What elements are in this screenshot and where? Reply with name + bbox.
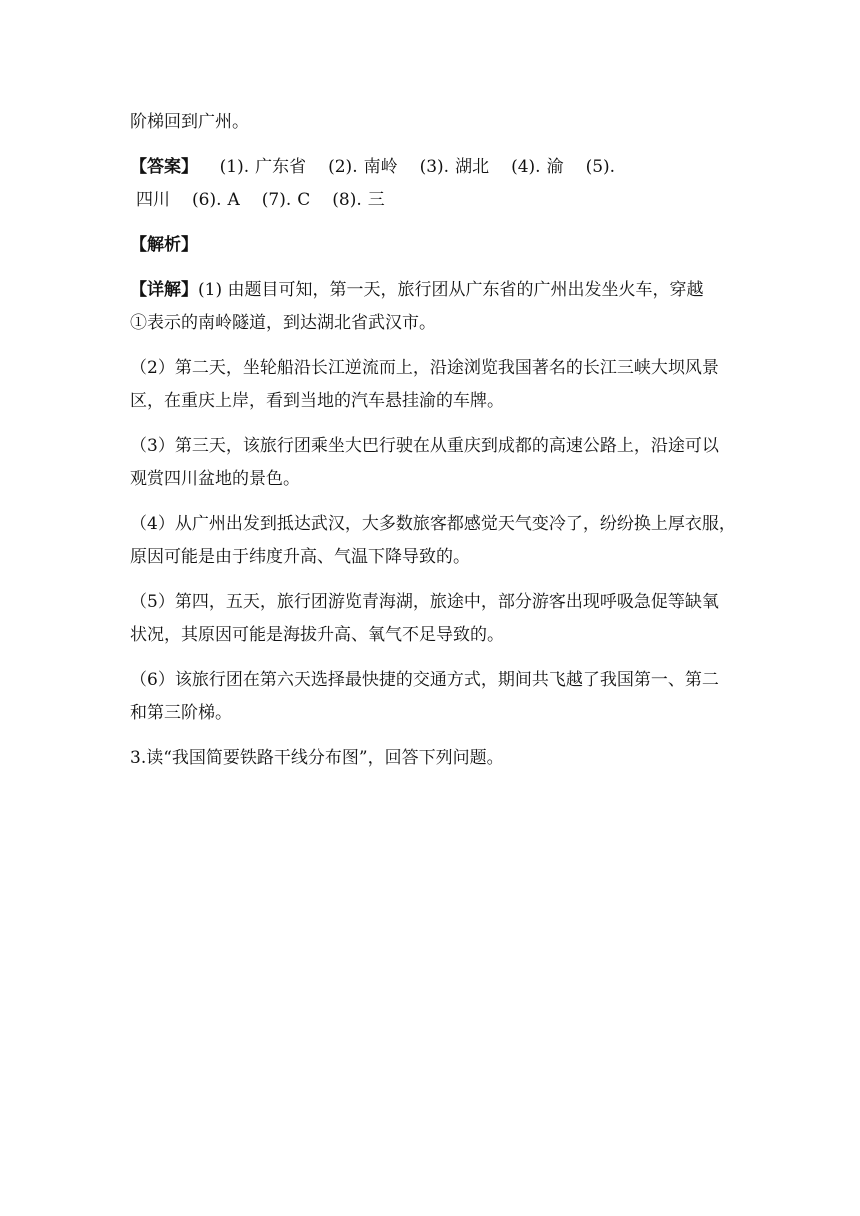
- detail-p2-line-a: （2）第二天，坐轮船沿长江逆流而上，沿途浏览我国著名的长江三峡大坝风景: [130, 358, 719, 378]
- detail-label: 【详解】: [130, 280, 198, 300]
- answer-number: (8).: [332, 190, 362, 210]
- answer-item: [328, 151, 397, 184]
- answer-block: [130, 151, 742, 217]
- analysis-label: 【解析】: [130, 235, 198, 255]
- answer-value: 湖北: [455, 157, 490, 177]
- answer-value: C: [297, 190, 311, 210]
- answer-number: (3).: [419, 157, 450, 177]
- answer-value: A: [227, 190, 240, 210]
- detail-p5-line-a: （5）第四，五天，旅行团游览青海湖，旅途中，部分游客出现呼吸急促等缺氧: [130, 592, 719, 612]
- continued-text: 阶梯回到广州。: [130, 112, 249, 132]
- detail-p3-line-b: 观赏四川盆地的景色。: [130, 469, 300, 489]
- detail-p3-line-a: （3）第三天，该旅行团乘坐大巴行驶在从重庆到成都的高速公路上，沿途可以: [130, 436, 719, 456]
- answer-number: (4).: [511, 157, 541, 177]
- answer-item: [511, 151, 563, 184]
- answer-item: [586, 151, 621, 184]
- answer-item: [262, 184, 311, 217]
- detail-p4-line-a: （4）从广州出发到抵达武汉，大多数旅客都感觉天气变冷了，纷纷换上厚衣服，: [130, 514, 736, 534]
- detail-para-1: [130, 274, 742, 307]
- detail-p6-line-a: （6）该旅行团在第六天选择最快捷的交通方式，期间共飞越了我国第一、第二: [130, 670, 719, 690]
- answer-line-2: [130, 184, 742, 217]
- detail-p5-line-b: 状况，其原因可能是海拔升高、氧气不足导致的。: [130, 625, 504, 645]
- answer-item: [220, 151, 306, 184]
- answer-item: [420, 151, 489, 184]
- question-3: 3.读“我国简要铁路干线分布图”，回答下列问题。: [130, 748, 504, 768]
- detail-p1-line-b: ①表示的南岭隧道，到达湖北省武汉市。: [130, 313, 436, 333]
- answer-number: (6).: [192, 190, 222, 210]
- answer-value: 渝: [546, 157, 564, 177]
- answer-item: [130, 184, 170, 217]
- answer-label: 【答案】: [130, 157, 198, 177]
- detail-p6-line-b: 和第三阶梯。: [130, 703, 232, 723]
- answer-line-1: [130, 151, 742, 184]
- document-body: [130, 106, 742, 775]
- answer-value: 广东省: [255, 157, 307, 177]
- answer-number: (1).: [219, 157, 250, 177]
- detail-p4-line-b: 原因可能是由于纬度升高、气温下降导致的。: [130, 547, 470, 567]
- answer-item: [192, 184, 240, 217]
- answer-number: (7).: [261, 190, 292, 210]
- answer-item: [332, 184, 384, 217]
- detail-p2-line-b: 区，在重庆上岸，看到当地的汽车悬挂渝的车牌。: [130, 391, 504, 411]
- detail-p1-line-a: (1) 由题目可知，第一天，旅行团从广东省的广州出发坐火车，穿越: [198, 280, 704, 300]
- answer-number: (5).: [585, 157, 616, 177]
- answer-value: 三: [367, 190, 385, 210]
- answer-number: (2).: [328, 157, 358, 177]
- answer-value: 四川: [136, 190, 170, 210]
- answer-value: 南岭: [363, 157, 398, 177]
